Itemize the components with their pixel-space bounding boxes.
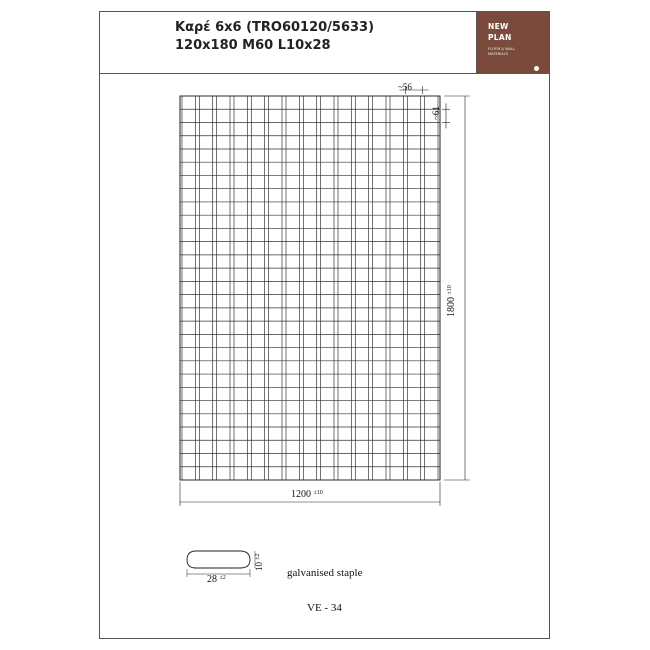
logo-name-line-1: NEW: [488, 22, 509, 31]
mesh-frame: [180, 96, 440, 480]
height-tolerance: ±10: [447, 285, 453, 295]
sheet-code: VE - 34: [307, 602, 342, 614]
height-value: 1800: [446, 297, 457, 317]
width-dimension-label: [291, 489, 323, 500]
width-tolerance: ±10: [313, 490, 323, 496]
height-dimension-label: [446, 285, 457, 317]
staple-length-tolerance: ±2: [219, 575, 226, 581]
logo-name-line-2: PLAN: [488, 33, 512, 42]
cell-width-label: ~56: [398, 82, 412, 92]
staple-height-label: [254, 553, 264, 571]
mesh-grid: [180, 96, 440, 480]
staple-caption: galvanised staple: [287, 567, 363, 579]
staple-outline: [187, 551, 250, 568]
logo-tagline: FLOOR & WALL MATERIALS: [488, 47, 516, 56]
staple-height-value: 10: [254, 562, 264, 571]
title-line-1: Καρέ 6x6 (TRO60120/5633): [175, 20, 375, 35]
staple-length-value: 28: [207, 574, 217, 585]
staple-height-tolerance: ±2: [255, 553, 261, 560]
staple-length-label: [207, 574, 226, 585]
width-value: 1200: [291, 489, 311, 500]
cell-height-label: ~61: [431, 106, 441, 120]
title-line-2: 120x180 M60 L10x28: [175, 38, 331, 53]
